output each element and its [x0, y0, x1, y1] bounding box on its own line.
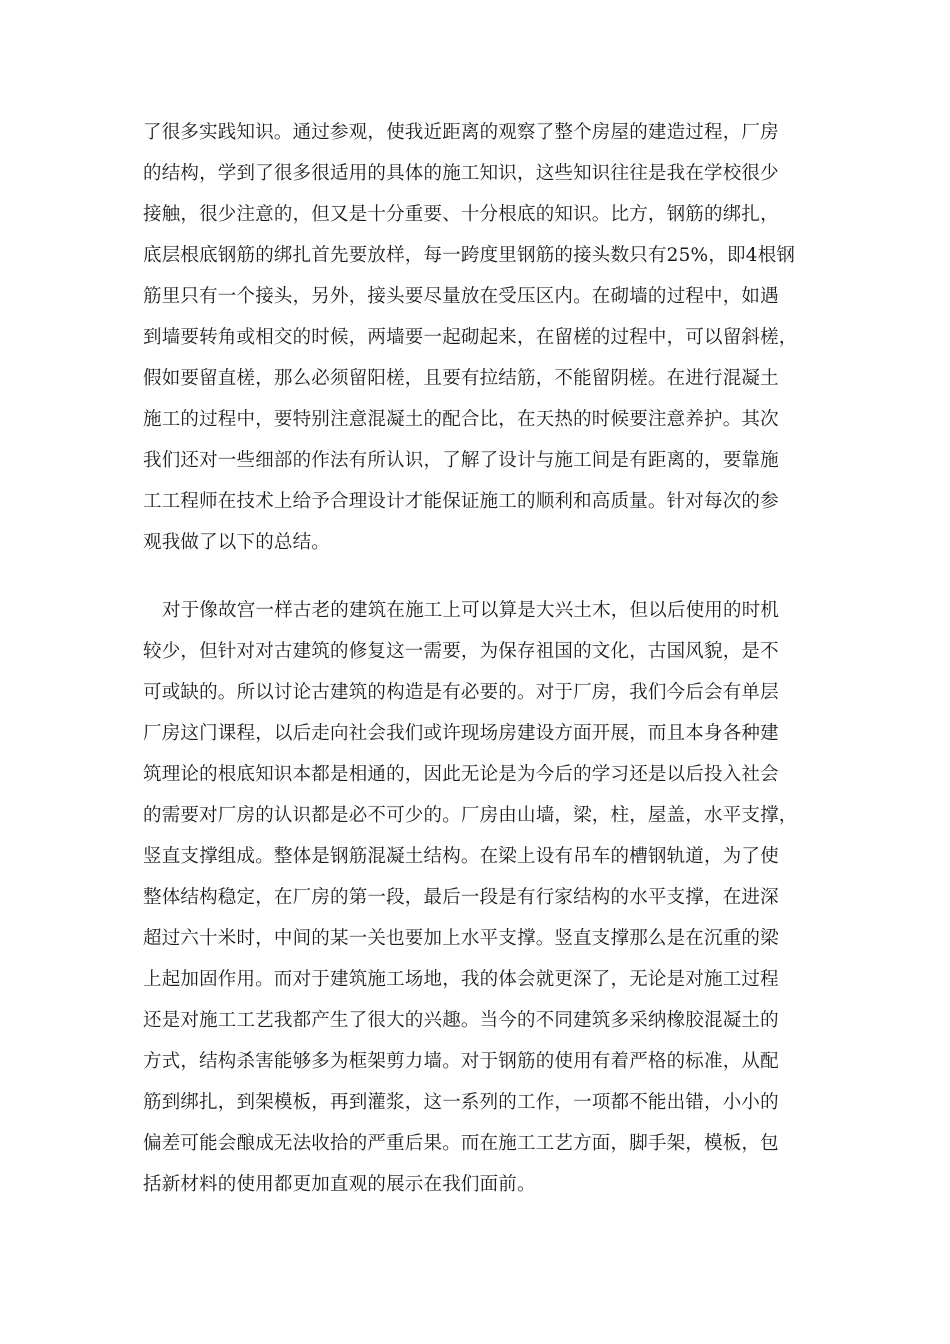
text-line: 厂房这门课程，以后走向社会我们或许现场房建设方面开展，而且本身各种建 [143, 723, 779, 744]
text-line: 较少，但针对对古建筑的修复这一需要，为保存祖国的文化，古国风貌，是不 [143, 641, 779, 662]
text-line: 还是对施工工艺我都产生了很大的兴趣。当今的不同建筑多采纳橡胶混凝土的 [143, 1010, 779, 1031]
text-line: 对于像故宫一样古老的建筑在施工上可以算是大兴土木，但以后使用的时机 [162, 600, 780, 621]
text-line: 到墙要转角或相交的时候，两墙要一起砌起来，在留槎的过程中，可以留斜槎， [143, 327, 798, 348]
text-line: 观我做了以下的总结。 [143, 532, 331, 553]
text-line: 筋里只有一个接头，另外，接头要尽量放在受压区内。在砌墙的过程中，如遇 [143, 286, 779, 307]
text-line: 筑理论的根底知识本都是相通的，因此无论是为今后的学习还是以后投入社会 [143, 764, 779, 785]
text-line: 上起加固作用。而对于建筑施工场地，我的体会就更深了，无论是对施工过程 [143, 969, 779, 990]
text-line: 整体结构稳定，在厂房的第一段，最后一段是有行家结构的水平支撑，在进深 [143, 887, 779, 908]
text-line: 超过六十米时，中间的某一关也要加上水平支撑。竖直支撑那么是在沉重的梁 [143, 928, 779, 949]
text-line: 方式，结构杀害能够多为框架剪力墙。对于钢筋的使用有着严格的标准，从配 [143, 1051, 779, 1072]
text-line: 筋到绑扎，到架模板，再到灌浆，这一系列的工作，一项都不能出错，小小的 [143, 1092, 779, 1113]
text-line: 的需要对厂房的认识都是必不可少的。厂房由山墙，梁，柱，屋盖，水平支撑， [143, 805, 798, 826]
text-line: 我们还对一些细部的作法有所认识，了解了设计与施工间是有距离的，要靠施 [143, 450, 779, 471]
text-line: 工工程师在技术上给予合理设计才能保证施工的顺利和高质量。针对每次的参 [143, 491, 779, 512]
text-line: 可或缺的。所以讨论古建筑的构造是有必要的。对于厂房，我们今后会有单层 [143, 682, 779, 703]
text-line: 了很多实践知识。通过参观，使我近距离的观察了整个房屋的建造过程，厂房 [143, 122, 779, 143]
text-line: 假如要留直槎，那么必须留阳槎，且要有拉结筋，不能留阴槎。在进行混凝土 [143, 368, 779, 389]
text-line: 接触，很少注意的，但又是十分重要、十分根底的知识。比方，钢筋的绑扎， [143, 204, 779, 225]
text-line: 施工的过程中，要特别注意混凝土的配合比，在天热的时候要注意养护。其次 [143, 409, 779, 430]
text-line: 竖直支撑组成。整体是钢筋混凝土结构。在梁上设有吊车的槽钢轨道，为了使 [143, 846, 779, 867]
text-line: 括新材料的使用都更加直观的展示在我们面前。 [143, 1174, 536, 1195]
text-line: 底层根底钢筋的绑扎首先要放样，每一跨度里钢筋的接头数只有25%，即4根钢 [143, 245, 796, 266]
text-line: 的结构，学到了很多很适用的具体的施工知识，这些知识往往是我在学校很少 [143, 163, 779, 184]
text-line: 偏差可能会酿成无法收拾的严重后果。而在施工工艺方面，脚手架，模板，包 [143, 1133, 779, 1154]
